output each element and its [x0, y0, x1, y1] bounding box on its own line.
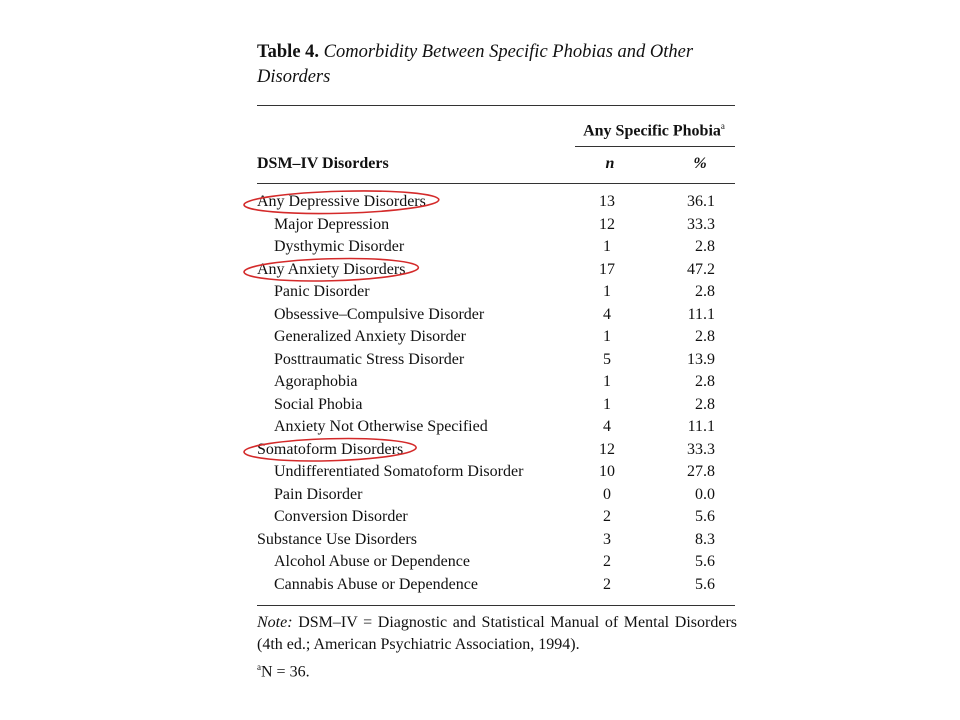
note-text: DSM–IV = Diagnostic and Statistical Manual of Mental Disorders (4th ed.; American Psychiatric Association, 1994). — [257, 614, 737, 653]
highlight-oval — [244, 189, 439, 216]
row-label: Dysthymic Disorder — [274, 238, 405, 255]
row-percent-value: 5.6 — [695, 553, 715, 570]
row-label: Agoraphobia — [274, 373, 358, 390]
row-n-value: 10 — [599, 463, 615, 480]
row-n-value: 12 — [599, 440, 615, 458]
row-percent-value: 5.6 — [695, 508, 715, 525]
footnote-marker: a — [257, 662, 261, 672]
row-percent-value: 11.1 — [687, 418, 715, 435]
row-percent-value: 2.8 — [695, 238, 715, 255]
row-n-value: 0 — [603, 485, 611, 503]
highlight-oval — [244, 436, 417, 463]
highlight-oval — [244, 256, 419, 283]
row-n-value: 2 — [603, 575, 611, 593]
row-percent-value: 47.2 — [687, 260, 715, 278]
row-percent-value: 5.6 — [695, 575, 715, 593]
row-n-value: 4 — [603, 418, 611, 435]
row-n-value: 1 — [603, 238, 611, 255]
row-label: Any Depressive Disorders — [257, 193, 426, 210]
row-percent-value: 27.8 — [687, 463, 715, 480]
row-n-value: 12 — [599, 215, 615, 233]
row-label: Cannabis Abuse or Dependence — [274, 575, 478, 593]
row-n-value: 4 — [603, 305, 611, 323]
row-label: Panic Disorder — [274, 283, 370, 300]
row-label: Undifferentiated Somatoform Disorder — [274, 463, 524, 480]
row-label: Conversion Disorder — [274, 508, 408, 525]
row-header-label: DSM–IV Disorders — [257, 155, 389, 172]
row-label: Substance Use Disorders — [257, 530, 417, 548]
row-percent-value: 8.3 — [695, 530, 715, 548]
row-percent-value: 2.8 — [695, 328, 715, 345]
row-n-value: 1 — [603, 395, 611, 413]
row-n-value: 2 — [603, 553, 611, 570]
row-n-value: 2 — [603, 508, 611, 525]
row-n-value: 13 — [599, 193, 615, 210]
row-label: Major Depression — [274, 215, 390, 233]
row-label: Somatoform Disorders — [257, 440, 404, 458]
table-number: Table 4. — [257, 42, 320, 62]
row-percent-value: 33.3 — [687, 215, 715, 233]
n-column-header: n — [605, 155, 615, 172]
row-n-value: 17 — [599, 260, 615, 278]
row-percent-value: 13.9 — [687, 350, 715, 368]
footnote-text: N = 36. — [261, 663, 310, 681]
column-group-footnote-marker: a — [720, 121, 725, 131]
row-percent-value: 2.8 — [695, 373, 715, 390]
column-group-label: Any Specific Phobia — [583, 122, 721, 140]
row-n-value: 1 — [603, 283, 611, 300]
row-n-value: 5 — [603, 350, 611, 368]
row-n-value: 1 — [603, 373, 611, 390]
row-label: Alcohol Abuse or Dependence — [274, 553, 470, 570]
row-label: Anxiety Not Otherwise Specified — [274, 418, 488, 435]
row-percent-value: 33.3 — [687, 440, 715, 458]
row-percent-value: 2.8 — [695, 283, 715, 300]
table-title-line1: Comorbidity Between Specific Phobias and Other — [323, 42, 694, 62]
row-percent-value: 36.1 — [687, 193, 715, 210]
row-percent-value: 2.8 — [695, 395, 715, 413]
row-percent-value: 0.0 — [695, 485, 715, 503]
row-label: Obsessive–Compulsive Disorder — [274, 305, 485, 323]
row-percent-value: 11.1 — [687, 305, 715, 323]
note-label: Note: — [257, 614, 293, 631]
table-title-line2: Disorders — [257, 67, 331, 87]
row-label: Pain Disorder — [274, 485, 363, 503]
row-label: Social Phobia — [274, 395, 363, 413]
row-label: Any Anxiety Disorders — [257, 260, 406, 278]
row-label: Posttraumatic Stress Disorder — [274, 350, 465, 368]
row-n-value: 1 — [603, 328, 611, 345]
row-n-value: 3 — [603, 530, 611, 548]
percent-column-header: % — [693, 155, 707, 172]
row-label: Generalized Anxiety Disorder — [274, 328, 466, 345]
